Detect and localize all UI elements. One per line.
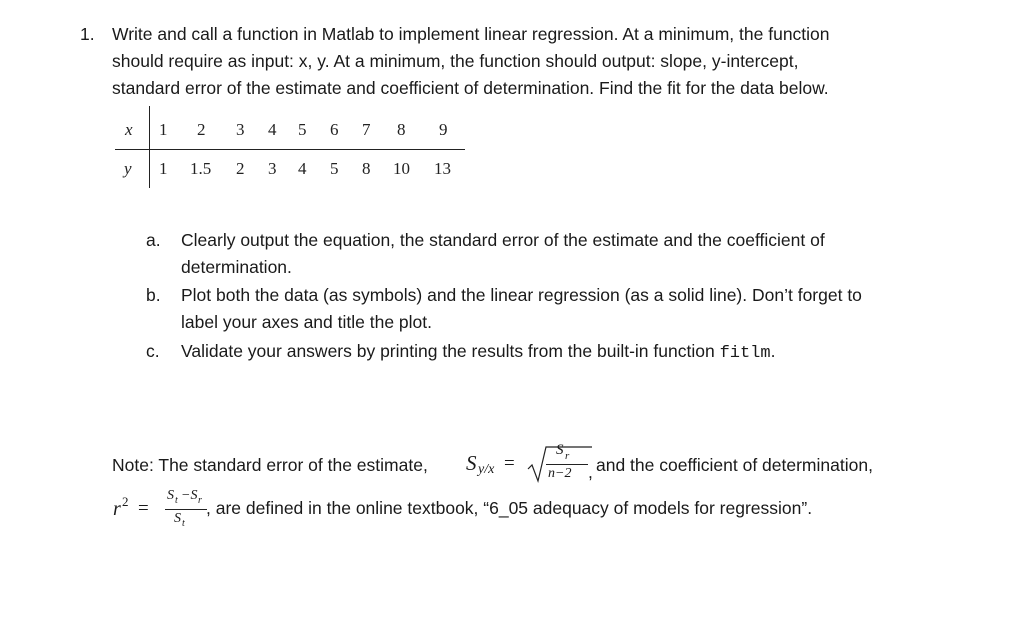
note-prefix: Note: The standard error of the estimate, — [112, 455, 428, 475]
table-x-cell: 6 — [330, 120, 339, 139]
frac2-numerator-s: S — [167, 488, 174, 503]
frac2-numerator-sub1: t — [175, 495, 178, 506]
frac1-numerator-sub: r — [565, 450, 570, 462]
question-text-line-1: Write and call a function in Matlab to implement linear regression. At a minimum, the function — [112, 24, 830, 44]
frac1-bar — [546, 464, 588, 465]
subitem-b-line-2: label your axes and title the plot. — [181, 312, 432, 332]
frac2-denominator-sub: t — [182, 518, 185, 529]
table-y-label: y — [124, 159, 132, 178]
syx-subscript: y/x — [478, 462, 495, 477]
question-text-line-3: standard error of the estimate and coefficient of determination. Find the fit for the data below. — [112, 78, 829, 98]
note-mid-text: and the coefficient of determination, — [596, 455, 873, 475]
subitem-a-line-1: Clearly output the equation, the standard error of the estimate and the coefficient of — [181, 230, 825, 250]
table-y-cell: 3 — [268, 159, 277, 178]
table-y-cell: 8 — [362, 159, 371, 178]
table-x-cell: 3 — [236, 120, 245, 139]
note-line-2: , are defined in the online textbook, “6_05 adequacy of models for regression”. — [206, 498, 813, 518]
frac2-numerator-minus: −S — [181, 488, 198, 503]
r2-symbol: r — [113, 498, 121, 520]
frac1-comma: , — [588, 462, 593, 482]
equals-sign-2: = — [138, 498, 149, 519]
table-x-cell: 8 — [397, 120, 406, 139]
fitlm-code: fitlm — [719, 344, 771, 363]
equals-sign: = — [504, 453, 515, 474]
table-x-cell: 7 — [362, 120, 371, 139]
table-x-label: x — [125, 120, 133, 139]
subitem-c-line — [181, 341, 775, 363]
table-y-cell: 10 — [393, 159, 410, 178]
frac2-denominator: S — [174, 511, 181, 526]
frac2-bar — [165, 509, 207, 510]
subitem-a-line-2: determination. — [181, 257, 292, 277]
table-vertical-rule — [149, 106, 150, 188]
subitem-c-text: Validate your answers by printing the results from the built-in function — [181, 341, 720, 361]
table-y-cell: 13 — [434, 159, 451, 178]
syx-symbol: S — [466, 451, 477, 475]
table-x-cell: 4 — [268, 120, 277, 139]
table-x-cell: 5 — [298, 120, 307, 139]
table-x-cell: 2 — [197, 120, 206, 139]
r2-superscript: 2 — [122, 494, 129, 509]
table-y-cell: 1 — [159, 159, 168, 178]
frac1-denominator: n−2 — [548, 466, 572, 481]
table-y-cell: 4 — [298, 159, 307, 178]
subitem-letter-c: c. — [146, 341, 160, 361]
table-y-cell: 2 — [236, 159, 245, 178]
table-horizontal-rule — [115, 149, 465, 150]
table-x-cell: 9 — [439, 120, 448, 139]
table-y-cell: 1.5 — [190, 159, 212, 178]
subitem-c-end: . — [770, 341, 776, 361]
subitem-b-line-1: Plot both the data (as symbols) and the linear regression (as a solid line). Don’t forget to — [181, 285, 862, 305]
question-text-line-2: should require as input: x, y. At a minimum, the function should output: slope, y-intercept, — [112, 51, 799, 71]
table-y-cell: 5 — [330, 159, 339, 178]
subitem-letter-a: a. — [146, 230, 161, 250]
frac1-numerator: S — [556, 442, 564, 458]
table-x-cell: 1 — [159, 120, 168, 139]
frac2-numerator-sub2: r — [198, 495, 202, 506]
question-number: 1. — [80, 24, 95, 44]
subitem-letter-b: b. — [146, 285, 161, 305]
